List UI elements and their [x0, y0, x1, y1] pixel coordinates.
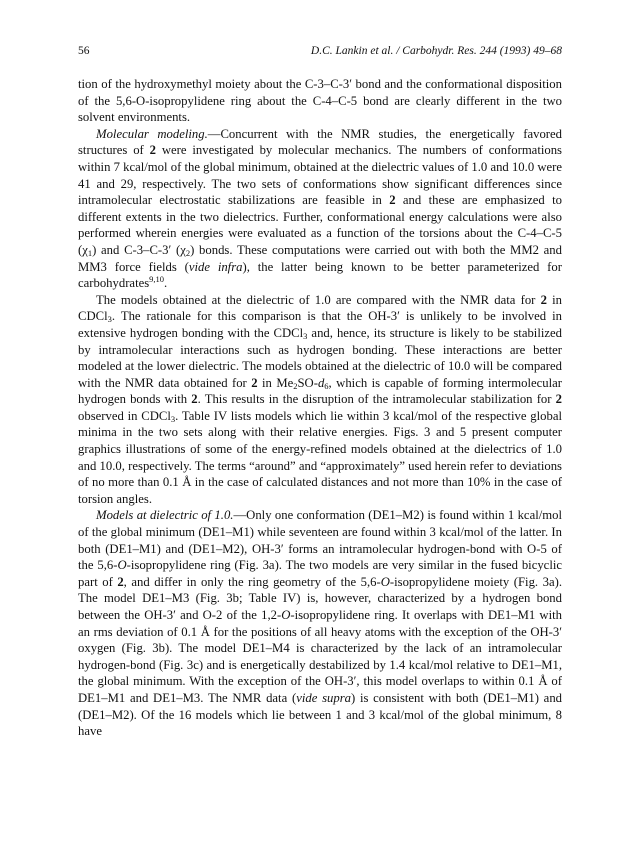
- paragraph-model-comparison: The models obtained at the dielectric of 1.0 are compared with the NMR data for 2 in CDCl$_3$. The rationale for this comparison is that the OH-3′ is unlikely to be involved in extensive hydrogen bonding with the CDCl$_3$ and, hence, its structure is likely to be stabilized by intramolecular interactions such as hydrogen bonding. These interactions are better modeled at the lower dielectric. The models obtained at the dielectric of 10.0 will be compared with the NMR data obtained for 2 in $Me_2SO-d_6$, which is capable of forming intermolecular hydrogen bonds with 2. This results in the disruption of the intramolecular stabilization for 2 observed in CDCl$_3$. Table IV lists models which lie within 3 kcal/mol of the respective global minima in the two sets along with their relative energies. Figs. 3 and 5 present computer graphics illustrations of some of the energy-refined models obtained at the dielectrics of 1.0 and 10.0, respectively. The terms “around” and “approximately” used herein refer to deviations of no more than 0.1 Å in the case of calculated distances and not more than 10% in the case of torsion angles.: [78, 292, 562, 506]
- running-head: D.C. Lankin et al. / Carbohydr. Res. 244 (1993) 49–68: [310, 45, 562, 57]
- paragraph-continuation: tion of the hydroxymethyl moiety about the C-3–C-3′ bond and the conformational disposition of the 5,6-O-isopropylidene ring about the C-4–C-5 bond are clearly different in the two solvent environments.: [78, 77, 562, 125]
- page-header: [78, 44, 562, 62]
- section-heading-molecular-modeling: Molecular modeling.: [96, 126, 208, 141]
- paragraph-molecular-modeling: Molecular modeling.—Concurrent with the NMR studies, the energetically favored structures of 2 were investigated by molecular mechanics. The numbers of conformations within 7 kcal/mol of the global minimum, obtained at the dielectric values of 1.0 and 10.0 were 41 and 29, respectively. The two sets of conformations show significant differences since intramolecular electrostatic stabilizations are feasible in 2 and these are emphasized to different extents in the two dielectrics. Further, conformational energy calculations were also performed wherein energies were evaluated as a function of the torsions about the C-4–C-5 $(\chi_1)$ and C-3–C-3′ $(\chi_2)$ bonds. These computations were carried out with both the MM2 and MM3 force fields (vide infra), the latter being known to be better parameterized for carbohydrates$^{9,10}$.: [78, 126, 563, 291]
- paragraph-dielectric-1: Models at dielectric of 1.0.—Only one conformation (DE1–M2) is found within 1 kcal/mol of the global minimum (DE1–M1) while seventeen are found within 3 kcal/mol of the latter. In both (DE1–M1) and (DE1–M2), OH-3′ forms an intramolecular hydrogen-bond with O-5 of the 5,6-O-isopropylidene ring (Fig. 3a). The two models are very similar in the fused bicyclic part of 2, and differ in only the ring geometry of the 5,6-O-isopropylidene moiety (Fig. 3a). The model DE1–M3 (Fig. 3b; Table IV) is, however, characterized by a hydrogen bond between the OH-3′ and O-2 of the 1,2-O-isopropylidene ring. It overlaps with DE1–M1 with an rms deviation of 0.1 Å for the positions of all heavy atoms with the exception of the OH-3′ oxygen (Fig. 3b). The model DE1–M4 is characterized by the lack of an intramolecular hydrogen-bond (Fig. 3c) and is energetically destabilized by 1.4 kcal/mol relative to DE1–M1, the global minimum. With the exception of the OH-3′, this model overlaps to within 0.1 Å of DE1–M1 and DE1–M3. The NMR data (vide supra) is consistent with both (DE1–M1) and (DE1–M2). Of the 16 models which lie between 1 and 3 kcal/mol of the global minimum, 8 have: [78, 508, 563, 739]
- citation-refs: 9,10: [149, 274, 165, 285]
- article-body: [78, 76, 562, 740]
- section-heading-dielectric-1: Models at dielectric of 1.0.: [96, 508, 234, 523]
- page-number: 56: [78, 45, 90, 57]
